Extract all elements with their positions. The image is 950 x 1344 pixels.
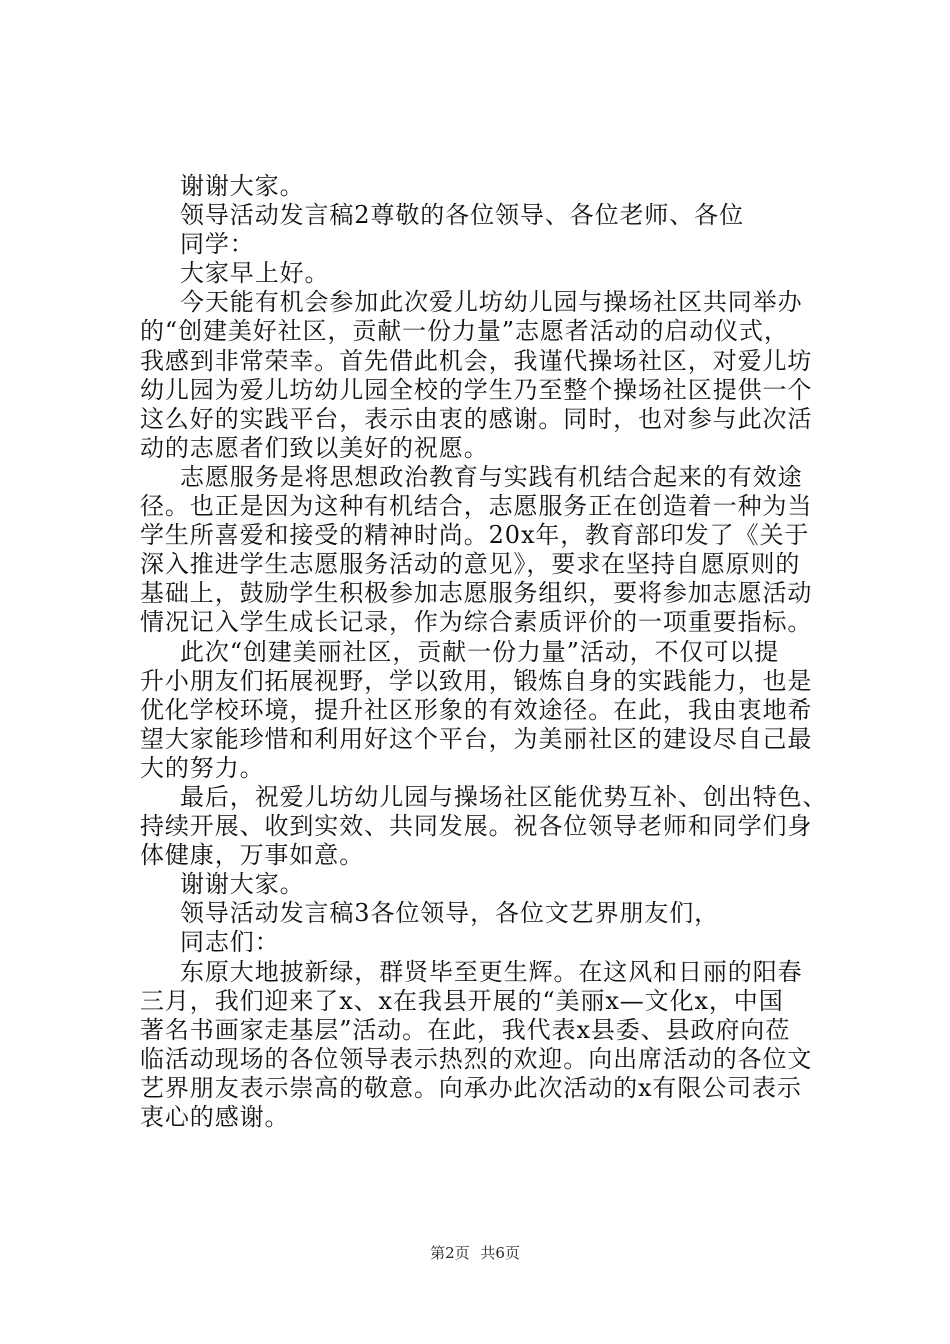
text-line: 三月，我们迎来了x、x在我县开展的“美丽x—文化x，中国 <box>140 986 784 1015</box>
page-total: 共6页 <box>480 1244 520 1262</box>
text-line: 领导活动发言稿3各位领导，各位文艺界朋友们， <box>180 899 720 928</box>
text-line: 著名书画家走基层”活动。在此，我代表x县委、县政府向莅 <box>140 1015 791 1044</box>
text-line: 的“创建美好社区，贡献一份力量”志愿者活动的启动仪式， <box>140 317 789 346</box>
text-line: 衷心的感谢。 <box>140 1103 290 1131</box>
text-line: 幼儿园为爱儿坊幼儿园全校的学生乃至整个操场社区提供一个 <box>140 375 813 404</box>
text-line: 同学： <box>180 230 255 259</box>
text-line: 我感到非常荣幸。首先借此机会，我谨代操场社区，对爱儿坊 <box>140 346 813 375</box>
text-line: 情况记入学生成长记录，作为综合素质评价的一项重要指标。 <box>140 608 813 637</box>
document-body <box>140 172 840 1132</box>
text-line: 东原大地披新绿，群贤毕至更生辉。在这风和日丽的阳春 <box>180 957 803 986</box>
text-line: 径。也正是因为这种有机结合，志愿服务正在创造着一种为当 <box>140 492 813 521</box>
text-line: 志愿服务是将思想政治教育与实践有机结合起来的有效途 <box>180 462 803 491</box>
text-line: 谢谢大家。 <box>180 172 305 200</box>
text-line: 这么好的实践平台，表示由衷的感谢。同时，也对参与此次活 <box>140 404 813 433</box>
text-line: 动的志愿者们致以美好的祝愿。 <box>140 433 489 462</box>
text-line: 大的努力。 <box>140 753 265 782</box>
text-line: 持续开展、收到实效、共同发展。祝各位领导老师和同学们身 <box>140 812 813 841</box>
text-line: 谢谢大家。 <box>180 870 305 899</box>
text-line: 同志们： <box>180 928 280 957</box>
text-line: 临活动现场的各位领导表示热烈的欢迎。向出席活动的各位文 <box>140 1044 813 1073</box>
text-line: 最后，祝爱儿坊幼儿园与操场社区能优势互补、创出特色、 <box>180 782 828 811</box>
text-line: 体健康，万事如意。 <box>140 841 365 870</box>
text-line: 今天能有机会参加此次爱儿坊幼儿园与操场社区共同举办 <box>180 288 803 317</box>
text-line: 学生所喜爱和接受的精神时尚。20x年，教育部印发了《关于 <box>140 521 810 550</box>
text-line: 大家早上好。 <box>180 259 330 288</box>
text-line: 基础上，鼓励学生积极参加志愿服务组织，要将参加志愿活动 <box>140 579 813 608</box>
text-line: 领导活动发言稿2尊敬的各位领导、各位老师、各位 <box>180 201 744 230</box>
text-line: 望大家能珍惜和利用好这个平台，为美丽社区的建设尽自己最 <box>140 724 813 753</box>
text-line: 此次“创建美丽社区，贡献一份力量”活动，不仅可以提 <box>180 637 780 666</box>
text-line: 升小朋友们拓展视野，学以致用，锻炼自身的实践能力，也是 <box>140 666 813 695</box>
text-line: 优化学校环境，提升社区形象的有效途径。在此，我由衷地希 <box>140 695 813 724</box>
text-line: 深入推进学生志愿服务活动的意见》，要求在坚持自愿原则的 <box>140 550 801 579</box>
page-number: 第2页 <box>430 1244 470 1262</box>
text-line: 艺界朋友表示崇高的敬意。向承办此次活动的x有限公司表示 <box>140 1073 802 1102</box>
page-footer <box>0 1243 950 1263</box>
